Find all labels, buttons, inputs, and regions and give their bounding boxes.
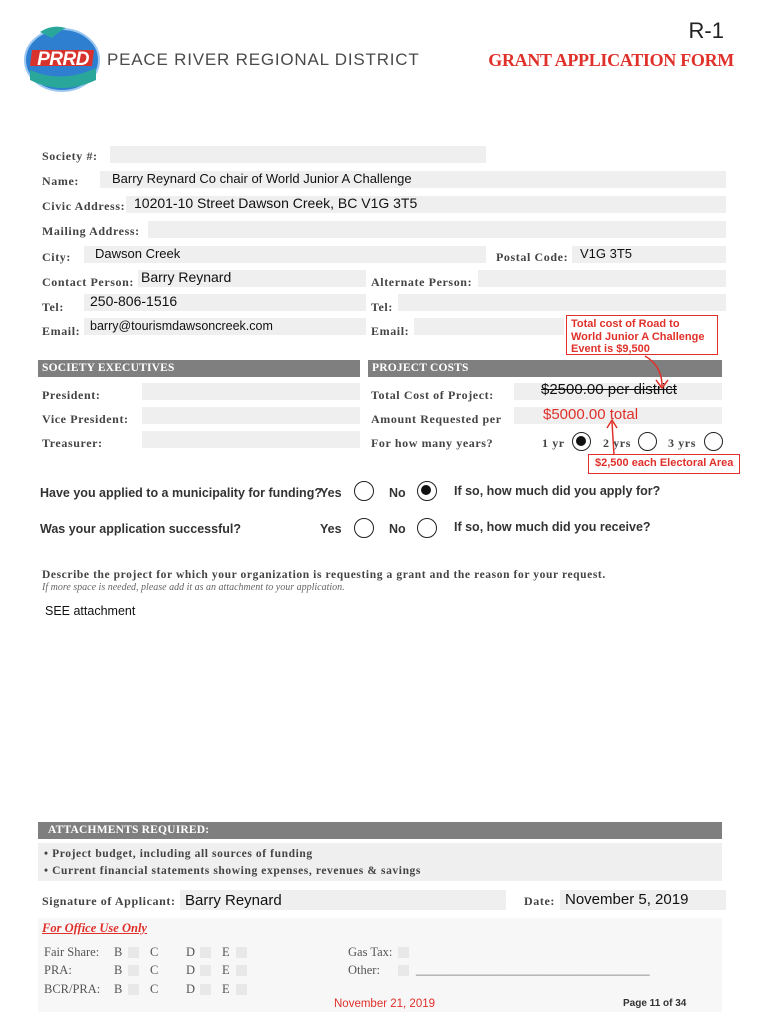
form-title: GRANT APPLICATION FORM [488, 50, 734, 70]
pra-checkbox-e[interactable] [236, 965, 247, 976]
pra-letter-b: B [114, 963, 123, 977]
civic-label: Civic Address: [42, 199, 126, 213]
bcr-pra-letter-c: C [150, 982, 159, 996]
years-label: For how many years? [371, 436, 494, 450]
describe-subtitle: If more space is needed, please add it as an attachment to your application. [42, 582, 345, 593]
logo-text: PRRD [37, 49, 89, 70]
fair-share-letter-b: B [114, 945, 123, 959]
pra-label: PRA: [44, 963, 72, 977]
pra-letter-d: D [186, 963, 196, 977]
signature-value: Barry Reynard [185, 892, 282, 909]
amount-requested-label: Amount Requested per [371, 412, 502, 426]
road-cost-note: Total cost of Road to World Junior A Challenge Event is $9,500 [566, 315, 718, 355]
fair-share-letter-c: C [150, 945, 159, 959]
mailing-field[interactable] [148, 221, 726, 238]
date-label: Date: [524, 894, 555, 908]
q2-no-label: No [389, 522, 406, 536]
name-label: Name: [42, 174, 79, 188]
pra-checkbox-b[interactable] [128, 965, 139, 976]
alternate-label: Alternate Person: [371, 275, 473, 289]
q1-no-radio[interactable] [417, 481, 437, 501]
fair-share-checkbox-e[interactable] [236, 947, 247, 958]
bcr-pra-checkbox-d[interactable] [200, 984, 211, 995]
year-option-1-label: 1 yr [542, 436, 565, 450]
prrd-logo [22, 22, 102, 94]
email2-field[interactable] [414, 318, 564, 335]
other-line: ___________________________________ [416, 962, 650, 976]
q1-text: Have you applied to a municipality for funding? [40, 486, 322, 500]
society-executives-header: SOCIETY EXECUTIVES [38, 360, 360, 377]
bcr-pra-checkbox-b[interactable] [128, 984, 139, 995]
vice-president-label: Vice President: [42, 412, 129, 426]
city-label: City: [42, 250, 71, 264]
annotation-arrows [590, 352, 700, 462]
tel2-label: Tel: [371, 300, 393, 314]
city-value: Dawson Creek [95, 246, 181, 261]
gas-tax-checkbox[interactable] [398, 947, 409, 958]
email-value: barry@tourismdawsoncreek.com [90, 319, 273, 333]
email-label: Email: [42, 324, 81, 338]
other-checkbox[interactable] [398, 965, 409, 976]
electoral-area-note: $2,500 each Electoral Area [588, 454, 740, 474]
name-value: Barry Reynard Co chair of World Junior A Challenge [112, 171, 412, 186]
bcr-pra-letter-d: D [186, 982, 196, 996]
q2-yes-radio[interactable] [354, 518, 374, 538]
district-name: PEACE RIVER REGIONAL DISTRICT [107, 50, 420, 69]
tel-value: 250-806-1516 [90, 293, 178, 309]
total-cost-label: Total Cost of Project: [371, 388, 494, 402]
other-label: Other: [348, 963, 380, 977]
pra-letter-c: C [150, 963, 159, 977]
bcr-pra-letter-e: E [222, 982, 230, 996]
attachment-item-budget: • Project budget, including all sources of funding [44, 848, 313, 860]
signature-label: Signature of Applicant: [42, 894, 176, 908]
year-option-3-label: 3 yrs [668, 436, 696, 450]
describe-title: Describe the project for which your organization is requesting a grant and the reason for your request. [42, 569, 606, 581]
society-num-label: Society #: [42, 149, 98, 163]
fair-share-checkbox-b[interactable] [128, 947, 139, 958]
fair-share-checkbox-d[interactable] [200, 947, 211, 958]
contact-value: Barry Reynard [141, 269, 232, 285]
pra-letter-e: E [222, 963, 230, 977]
contact-label: Contact Person: [42, 275, 134, 289]
bcr-pra-checkbox-e[interactable] [236, 984, 247, 995]
q1-yes-radio[interactable] [354, 481, 374, 501]
page-number: Page 11 of 34 [623, 998, 687, 1009]
society-num-field[interactable] [110, 146, 486, 163]
office-use-title: For Office Use Only [42, 921, 147, 935]
email2-label: Email: [371, 324, 410, 338]
tel-label: Tel: [42, 300, 64, 314]
year-option-2-label: 2 yrs [603, 436, 631, 450]
stamp-date: November 21, 2019 [334, 998, 436, 1010]
q2-follow-text: If so, how much did you receive? [454, 520, 651, 534]
civic-value: 10201-10 Street Dawson Creek, BC V1G 3T5 [134, 195, 418, 211]
q2-text: Was your application successful? [40, 522, 241, 536]
postal-value: V1G 3T5 [580, 246, 633, 261]
postal-label: Postal Code: [496, 250, 569, 264]
fair-share-letter-d: D [186, 945, 196, 959]
q2-yes-label: Yes [320, 522, 342, 536]
president-field[interactable] [142, 383, 360, 400]
project-costs-header: PROJECT COSTS [368, 360, 722, 377]
fair-share-label: Fair Share: [44, 945, 100, 959]
fair-share-letter-e: E [222, 945, 230, 959]
gas-tax-label: Gas Tax: [348, 945, 393, 959]
arrow-to-total-icon [645, 356, 662, 386]
bcr-pra-letter-b: B [114, 982, 123, 996]
treasurer-field[interactable] [142, 431, 360, 448]
vice-president-field[interactable] [142, 407, 360, 424]
attachment-item-financials: • Current financial statements showing expenses, revenues & savings [44, 865, 421, 877]
describe-textarea[interactable] [38, 596, 722, 814]
alternate-field[interactable] [478, 270, 726, 287]
year-option-3-radio[interactable] [704, 432, 723, 451]
tel2-field[interactable] [398, 294, 726, 311]
total-cost-value: $2500.00 per district [541, 381, 677, 398]
date-value: November 5, 2019 [565, 891, 689, 908]
q1-yes-label: Yes [320, 486, 342, 500]
q1-no-label: No [389, 486, 406, 500]
attachments-header: ATTACHMENTS REQUIRED: [38, 822, 722, 839]
q2-no-radio[interactable] [417, 518, 437, 538]
year-option-1-radio[interactable] [572, 432, 591, 451]
treasurer-label: Treasurer: [42, 436, 103, 450]
bcr-pra-label: BCR/PRA: [44, 982, 101, 996]
arrow-to-amount-icon [612, 422, 614, 455]
form-code: R-1 [688, 18, 724, 43]
amount-requested-value: $5000.00 total [543, 406, 639, 423]
describe-value: SEE attachment [45, 604, 136, 618]
q1-follow-text: If so, how much did you apply for? [454, 484, 661, 498]
pra-checkbox-d[interactable] [200, 965, 211, 976]
president-label: President: [42, 388, 101, 402]
mailing-label: Mailing Address: [42, 224, 140, 238]
